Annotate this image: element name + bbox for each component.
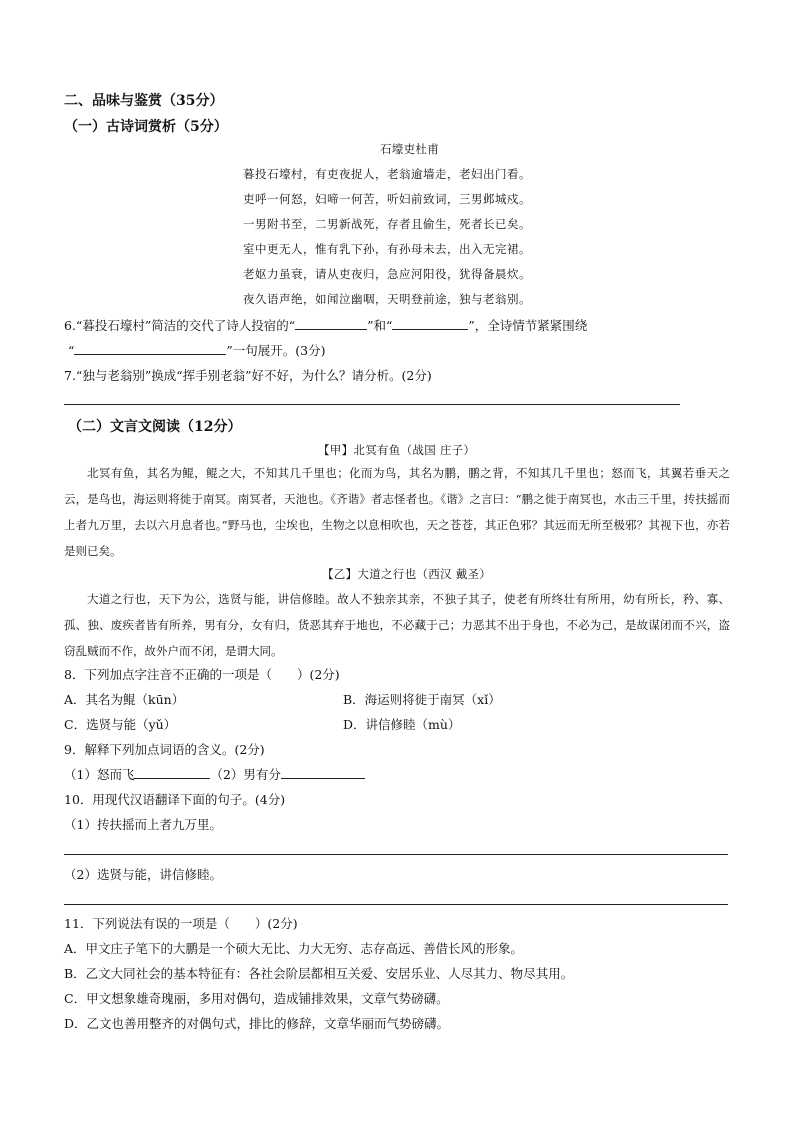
question-10: 10．用现代汉语翻译下面的句子。(4分) <box>64 792 286 807</box>
question-9: 9．解释下列加点词语的含义。(2分) <box>64 742 265 757</box>
answer-line[interactable] <box>64 904 728 905</box>
section-heading: 二、品味与鉴赏（35分） <box>64 93 224 109</box>
poem-title: 石壕吏杜甫 <box>380 142 439 156</box>
answer-line[interactable] <box>64 404 680 405</box>
question-6-cont <box>68 341 326 359</box>
passage-yi-title: 【乙】大道之行也（西汉 戴圣） <box>322 567 492 581</box>
passage-yi: 大道之行也，天下为公，选贤与能，讲信修睦。故人不独亲其亲，不独子其子，使老有所终壮有所用，幼有所长，矜、寡、孤、独、废疾者皆有所养，男有分，女有归，货恶其弃于地也，不必藏于己；力恶其不出于身也，不必为己，是故谋闭而不兴，盗窃乱贼而不作，故外户而不闭，是谓大同。 <box>64 592 730 658</box>
question-7: 7.“独与老翁别”换成“挥手别老翁”好不好，为什么？请分析。(2分) <box>64 368 432 383</box>
option-c[interactable]: C．选贤与能（yǔ） <box>64 717 177 732</box>
question-11: 11．下列说法有误的一项是（ ）(2分) <box>64 916 298 931</box>
q9-item-2: （2）男有分 <box>210 767 281 782</box>
q6-text: “ <box>68 343 75 358</box>
q9-item-1: （1）怒而飞 <box>64 767 135 782</box>
option-d[interactable]: D．讲信修睦（mù） <box>343 717 461 732</box>
poem-line: 一男附书至，二男新战死，存者且偷生，死者长已矣。 <box>243 217 531 231</box>
answer-blank[interactable] <box>281 766 365 779</box>
passage-jia-title: 【甲】北冥有鱼（战国 庄子） <box>318 443 476 457</box>
question-8: 8．下列加点字注音不正确的一项是（ ）(2分) <box>64 667 340 682</box>
option-c[interactable]: C．甲文想象雄奇瑰丽，多用对偶句，造成铺排效果，文章气势磅礴。 <box>64 991 449 1006</box>
answer-line[interactable] <box>64 854 728 855</box>
answer-blank[interactable] <box>134 766 210 779</box>
question-10-2: （2）选贤与能，讲信修睦。 <box>64 867 222 882</box>
question-9-items <box>64 765 365 783</box>
option-a[interactable]: A．甲文庄子笔下的大鹏是一个硕大无比、力大无穷、志存高远、善借长风的形象。 <box>64 941 524 956</box>
option-a[interactable]: A．其名为鲲（kūn） <box>64 692 185 707</box>
question-10-1: （1）抟扶摇而上者九万里。 <box>64 817 222 832</box>
answer-blank[interactable] <box>295 317 367 330</box>
q6-text: ”一句展开。(3分) <box>226 343 326 358</box>
answer-blank[interactable] <box>392 317 468 330</box>
poetry-subheading: （一）古诗词赏析（5分） <box>64 119 228 135</box>
poem-line: 吏呼一何怒，妇啼一何苦，听妇前致词，三男邺城戍。 <box>243 192 531 206</box>
answer-blank[interactable] <box>74 342 226 355</box>
poem-line: 暮投石壕村，有吏夜捉人，老翁逾墙走，老妇出门看。 <box>243 167 531 181</box>
q6-text: 6.“暮投石壕村”简洁的交代了诗人投宿的“ <box>64 318 296 333</box>
poem-line: 夜久语声绝，如闻泣幽咽，天明登前途，独与老翁别。 <box>243 292 531 306</box>
poem-line: 老妪力虽衰，请从吏夜归，急应河阳役，犹得备晨炊。 <box>243 267 531 281</box>
option-b[interactable]: B．乙文大同社会的基本特征有：各社会阶层都相互关爱、安居乐业、人尽其力、物尽其用。 <box>64 966 574 981</box>
option-b[interactable]: B．海运则将徙于南冥（xǐ） <box>343 692 501 707</box>
question-6 <box>64 316 587 334</box>
poem-line: 室中更无人，惟有乳下孙，有孙母未去，出入无完裙。 <box>243 242 531 256</box>
option-d[interactable]: D．乙文也善用整齐的对偶句式，排比的修辞，文章华丽而气势磅礴。 <box>64 1016 450 1031</box>
classical-subheading: （二）文言文阅读（12分） <box>68 419 242 435</box>
q6-text: ”和“ <box>367 318 393 333</box>
q6-text: ”，全诗情节紧紧围绕 <box>468 318 588 333</box>
passage-jia: 北冥有鱼，其名为鲲，鲲之大，不知其几千里也；化而为鸟，其名为鹏，鹏之背，不知其几千里也；怒而飞，其翼若垂天之云，是鸟也，海运则将徙于南冥。南冥者，天池也。《齐谐》者志怪者也。《谐》之言曰：“鹏之徙于南冥也，水击三千里，抟扶摇而上者九万里，去以六月息者也。”野马也，尘埃也，生物之以息相吹也，天之苍苍，其正色邪？其远而无所至极邪？其视下也，亦若是则已矣。 <box>64 466 730 558</box>
